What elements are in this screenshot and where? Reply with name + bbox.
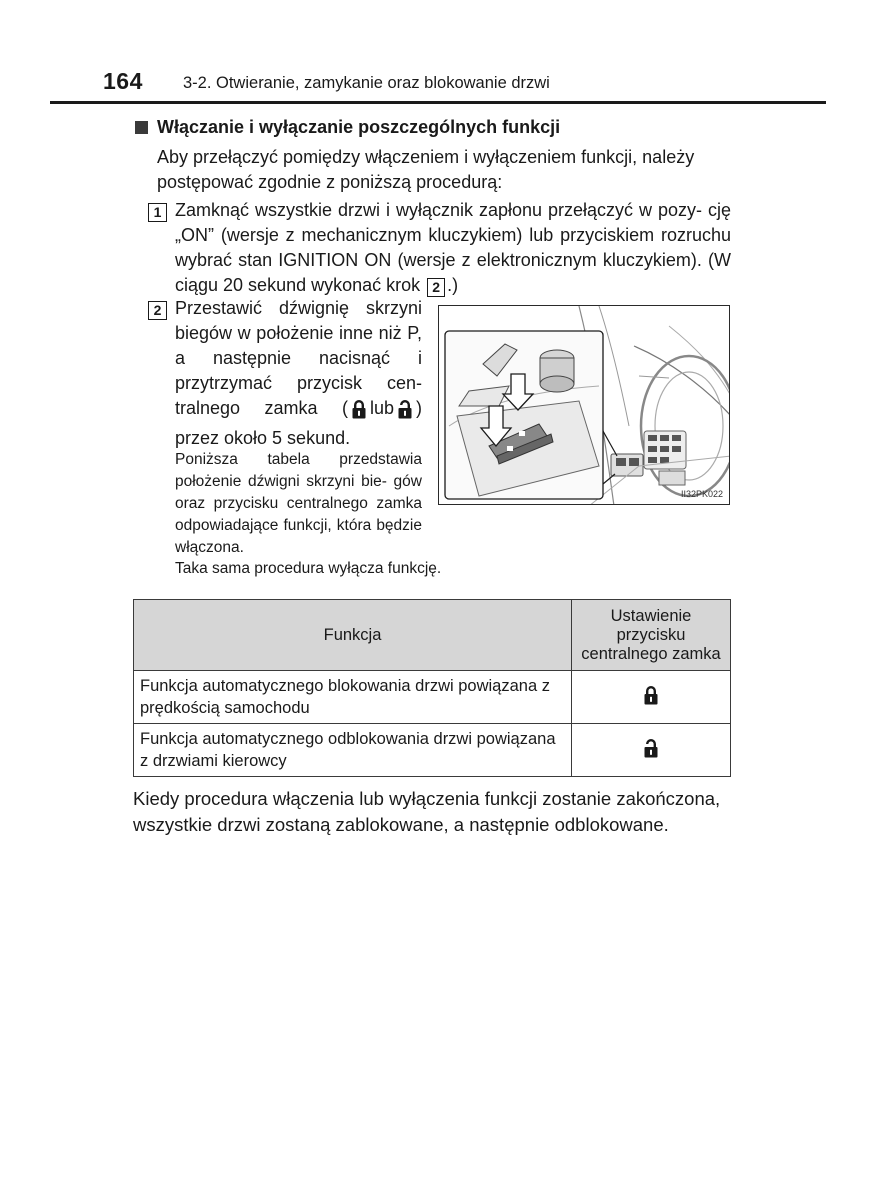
step-2-number: 2 [148, 301, 167, 320]
function-table [133, 599, 731, 777]
step-2-text-after: ) [416, 398, 422, 418]
table-cell-icon [572, 671, 731, 724]
illustration-center-console [438, 305, 730, 505]
lock-open-icon [398, 399, 412, 426]
lock-closed-icon [352, 399, 366, 426]
step-2-off-note: Taka sama procedura wyłącza funkcję. [175, 560, 442, 577]
chapter-title: 3-2. Otwieranie, zamykanie oraz blokowanie drzwi [183, 74, 550, 92]
step-1-text-end: kluczykiem). (W ciągu 20 sekund wykonać krok [175, 250, 731, 295]
section-bullet-square [135, 121, 148, 134]
table-header-function: Funkcja [134, 600, 572, 671]
table-header-row [134, 600, 731, 671]
header-rule [50, 101, 826, 104]
section-title: Włączanie i wyłączanie poszczególnych funkcji [157, 117, 561, 137]
step-1-text [175, 198, 731, 298]
table-cell-function: Funkcja automatycznego blokowania drzwi powiązana z prędkością samochodu [134, 671, 572, 724]
step-ref-box: 2 [427, 278, 445, 297]
step-2-text-before: Przestawić dźwignię skrzyni biegów w położenie inne niż P, a następnie nacisnąć i przytrzymać przycisk cen- tralnego zamka ( [175, 298, 422, 418]
step-2-note: Poniższa tabela przedstawia położenie dźwigni skrzyni bie- gów oraz przycisku centralnego zamka odpowiadające funkcji, która będzie włączona. [175, 451, 422, 556]
table-header-setting: Ustawienie przycisku centralnego zamka [572, 600, 731, 671]
table-row [134, 671, 731, 724]
step-1-text-close: .) [447, 275, 459, 295]
page-number: 164 [103, 68, 143, 94]
table-cell-function: Funkcja automatycznego odblokowania drzwi powiązana z drzwiami kierowcy [134, 724, 572, 777]
lock-closed-icon [644, 691, 658, 709]
step-2-text-middle: lub [369, 398, 394, 418]
table-row [134, 724, 731, 777]
console-drawing [439, 306, 730, 505]
step-1-number: 1 [148, 203, 167, 222]
lock-open-icon [644, 744, 658, 762]
closing-paragraph: Kiedy procedura włączenia lub wyłączenia funkcji zostanie zakończona, wszystkie drzwi zostaną zablokowane, a następnie odblokowane. [133, 788, 721, 835]
table-cell-icon [572, 724, 731, 777]
image-code: II32PK022 [680, 489, 723, 499]
step-1-text-main: Zamknąć wszystkie drzwi i wyłącznik zapłonu przełączyć w pozy- cję „ON” (wersje z mechanicznym kluczykiem) lub przyciskiem rozruchu wybrać stan IGNITION ON (wersje z elektronicznym [175, 200, 731, 270]
step-2-text [175, 296, 422, 451]
step-2-text-last: przez około 5 sekund. [175, 428, 351, 448]
section-intro: Aby przełączyć pomiędzy włączeniem i wyłączeniem funkcji, należy postępować zgodnie z poniższą procedurą: [157, 147, 695, 192]
